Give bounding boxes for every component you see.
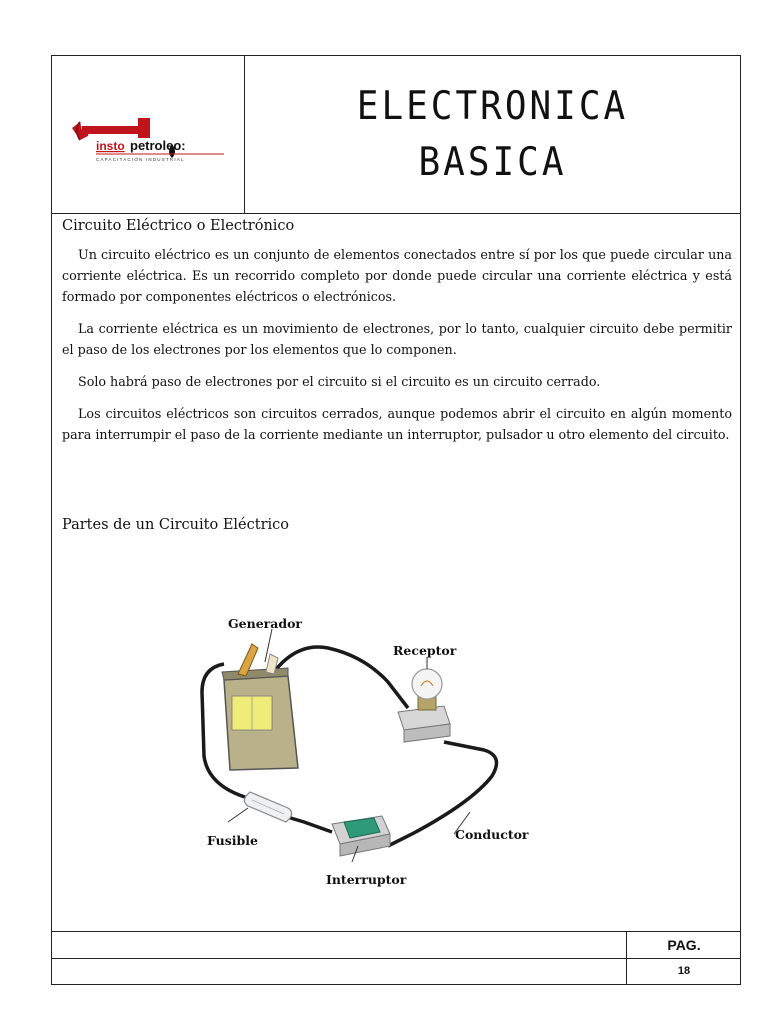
svg-text:insto: insto xyxy=(96,139,125,153)
document-title-line1: ELECTRONICA xyxy=(356,83,629,130)
section-title-partes: Partes de un Circuito Eléctrico xyxy=(62,517,289,533)
svg-text:CAPACITACIÓN INDUSTRIAL: CAPACITACIÓN INDUSTRIAL xyxy=(96,157,185,162)
label-generador: Generador xyxy=(228,616,303,631)
interruptor-switch xyxy=(332,816,390,856)
circuit-diagram xyxy=(52,56,740,926)
label-conductor: Conductor xyxy=(455,827,529,842)
generator-battery xyxy=(222,644,298,770)
label-fusible: Fusible xyxy=(207,833,258,848)
svg-text:petroleo:: petroleo: xyxy=(130,138,186,153)
wire-switch-to-fuse xyxy=(284,816,332,832)
section-title-circuito: Circuito Eléctrico o Electrónico xyxy=(62,218,295,234)
paragraph-4: Los circuitos eléctricos son circuitos cerrados, aunque podemos abrir el circuito en algún momento para interrumpir el paso de la corriente mediante un interruptor, pulsador u otro elemento del circuito. xyxy=(62,406,732,442)
document-title-line2: BASICA xyxy=(418,139,567,186)
pag-label: PAG. xyxy=(667,937,701,953)
paragraph-2: La corriente eléctrica es un movimiento de electrones, por lo tanto, cualquier circuito debe permitir el paso de los electrones por los elementos que lo componen. xyxy=(62,321,732,357)
paragraph-3: Solo habrá paso de electrones por el circuito si el circuito es un circuito cerrado. xyxy=(78,374,601,389)
label-receptor: Receptor xyxy=(393,643,457,658)
footer-row-pag-label xyxy=(52,931,740,959)
footer-row-page-number xyxy=(52,958,740,985)
fusible xyxy=(244,792,291,822)
page-frame xyxy=(51,55,741,985)
paragraph-1: Un circuito eléctrico es un conjunto de elementos conectados entre sí por los que puede circular una corriente eléctrica. Es un recorrido completo por donde puede circular una corriente eléctrica y está formado por componentes eléctricos o electrónicos. xyxy=(62,247,732,304)
pag-label-cell xyxy=(626,932,741,958)
page-number-cell xyxy=(626,958,741,985)
label-interruptor: Interruptor xyxy=(326,872,407,887)
page-number: 18 xyxy=(677,965,691,977)
